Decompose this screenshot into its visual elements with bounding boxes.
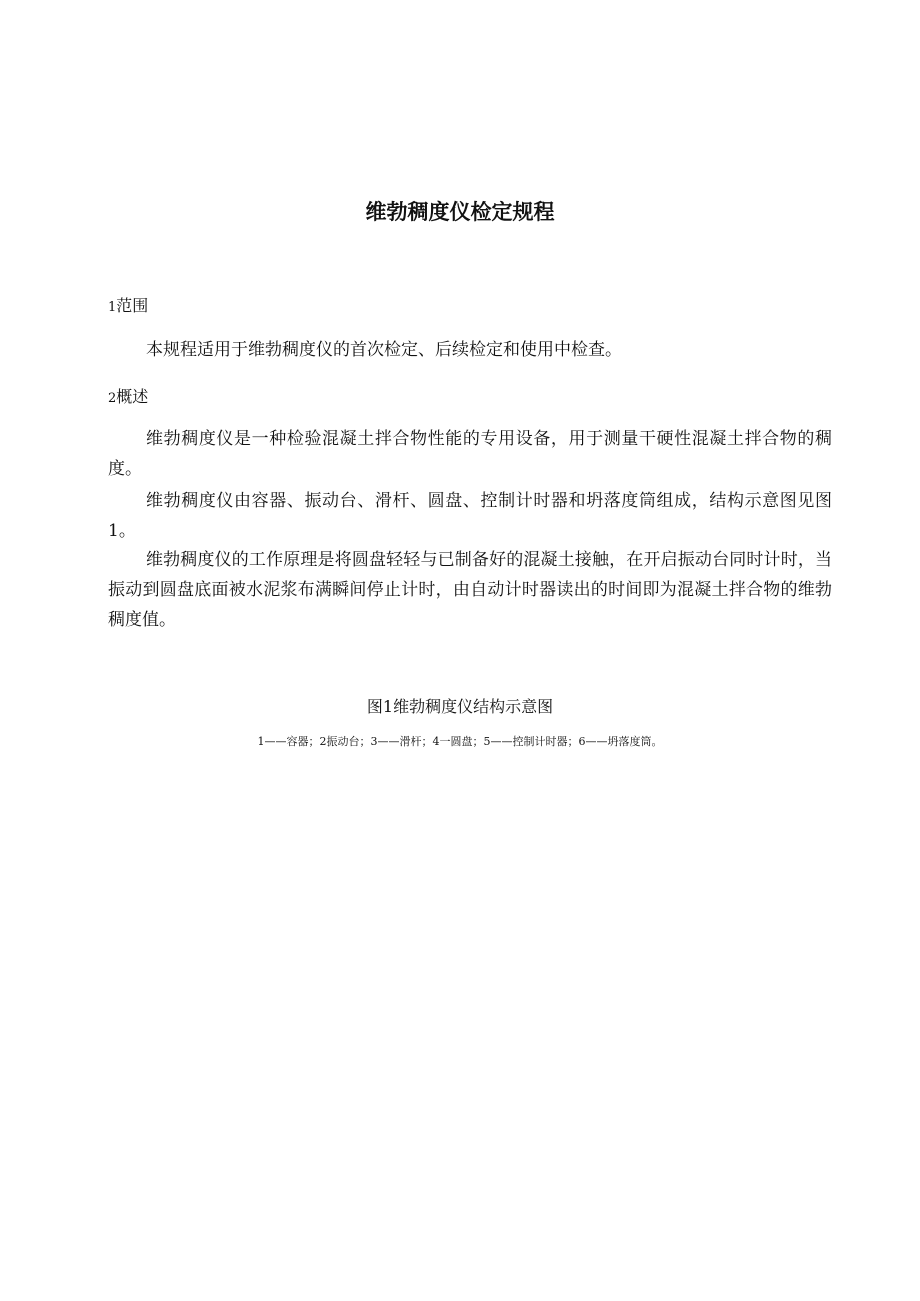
section-number: 1 — [108, 300, 117, 315]
paragraph-composition: 维勃稠度仪由容器、振动台、滑杆、圆盘、控制计时器和坍落度筒组成，结构示意图见图1。 — [108, 491, 832, 541]
paragraph-definition: 维勃稠度仪是一种检验混凝土拌合物性能的专用设备，用于测量干硬性混凝土拌合物的稠度。 — [108, 429, 832, 479]
paragraph-principle: 维勃稠度仪的工作原理是将圆盘轻轻与已制备好的混凝土接触，在开启振动台同时计时，当振动到圆盘底面被水泥浆布满瞬间停止计时，由自动计时器读出的时间即为混凝土拌合物的维勃稠度值。 — [108, 550, 832, 630]
section-heading-label: 范围 — [116, 296, 149, 315]
figure-legend: 1——容器；2振动台；3——滑杆；4一圆盘；5——控制计时器；6——坍落度筒。 — [257, 735, 663, 748]
document-title: 维勃稠度仪检定规程 — [365, 200, 555, 224]
section-heading-label: 概述 — [116, 387, 149, 406]
figure-caption: 图1维勃稠度仪结构示意图 — [366, 697, 554, 716]
section-heading-scope — [108, 293, 148, 316]
section-number: 2 — [108, 391, 117, 406]
section-heading-overview — [108, 384, 148, 407]
paragraph-scope: 本规程适用于维勃稠度仪的首次检定、后续检定和使用中检查。 — [146, 340, 622, 360]
